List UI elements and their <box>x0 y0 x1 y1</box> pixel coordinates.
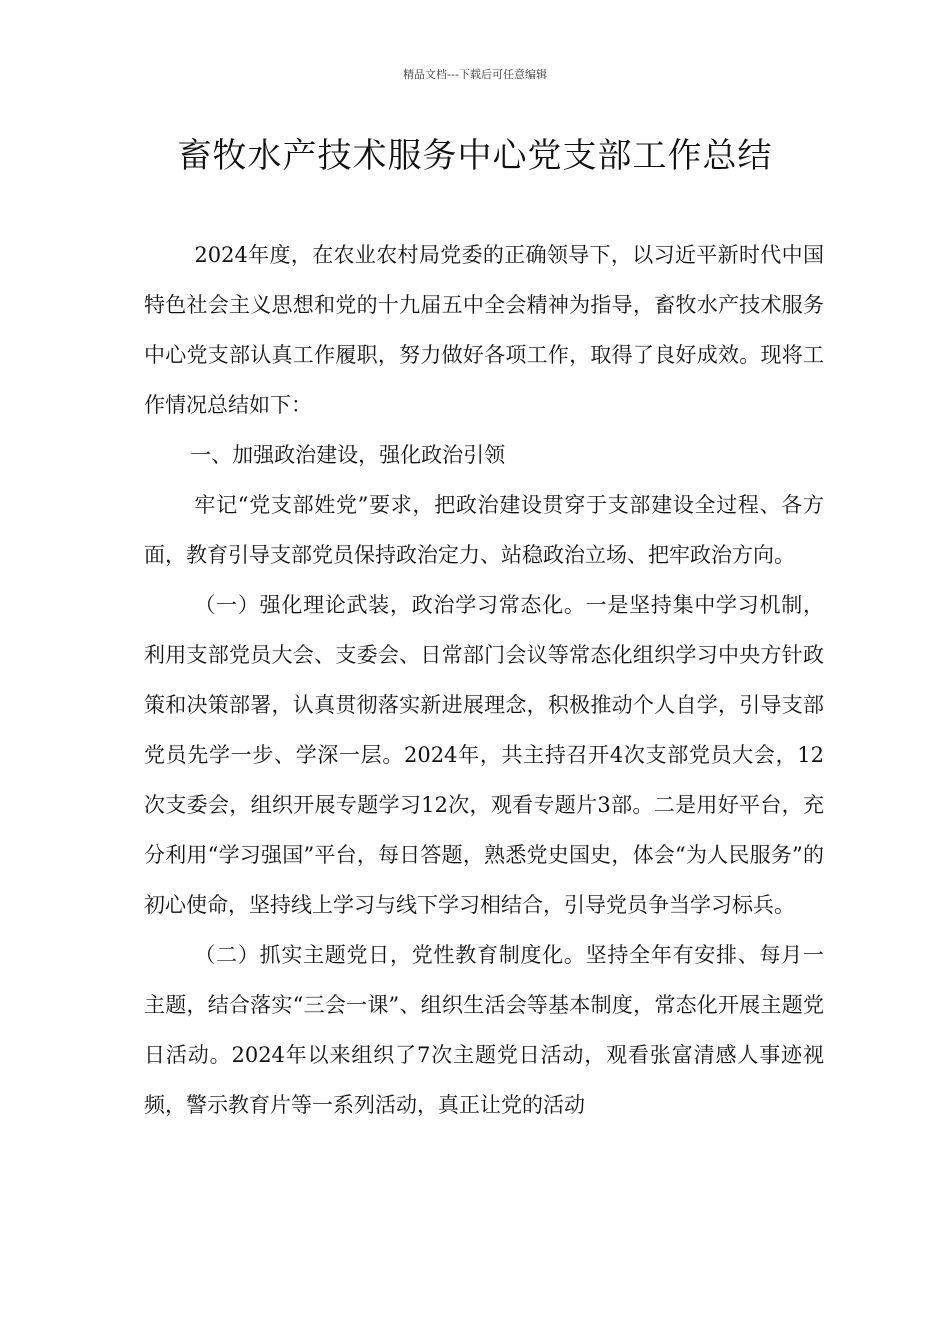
document-title: 畜牧水产技术服务中心党支部工作总结 <box>177 136 773 176</box>
paragraph-intro: 2024年度，在农业农村局党委的正确领导下，以习近平新时代中国特色社会主义思想和党的十九届五中全会精神为指导，畜牧水产技术服务中心党支部认真工作履职，努力做好各项工作，取得了良好成效。现将工作情况总结如下： <box>144 243 824 417</box>
document-body <box>144 230 824 1130</box>
paragraph-subsection-1: （一）强化理论武装，政治学习常态化。一是坚持集中学习机制，利用支部党员大会、支委会、日常部门会议等常态化组织学习中央方针政策和决策部署，认真贯彻落实新进展理念，积极推动个人自学，引导支部党员先学一步、学深一层。2024年，共主持召开4次支部党员大会，12次支委会，组织开展专题学习12次，观看专题片3部。二是用好平台，充分利用“学习强国”平台，每日答题，熟悉党史国史，体会“为人民服务”的初心使命，坚持线上学习与线下学习相结合，引导党员争当学习标兵。 <box>144 593 824 917</box>
paragraph-section-1-intro: 牢记“党支部姓党”要求，把政治建设贯穿于支部建设全过程、各方面，教育引导支部党员保持政治定力、站稳政治立场、把牢政治方向。 <box>144 493 824 567</box>
section-heading-1: 一、加强政治建设，强化政治引领 <box>190 443 506 467</box>
paragraph-subsection-2: （二）抓实主题党日，党性教育制度化。坚持全年有安排、每月一主题，结合落实“三会一课”、组织生活会等基本制度，常态化开展主题党日活动。2024年以来组织了7次主题党日活动，观看张富清感人事迹视频，警示教育片等一系列活动，真正让党的活动 <box>144 943 824 1117</box>
header-note: 精品文档---下载后可任意编辑 <box>403 68 547 81</box>
